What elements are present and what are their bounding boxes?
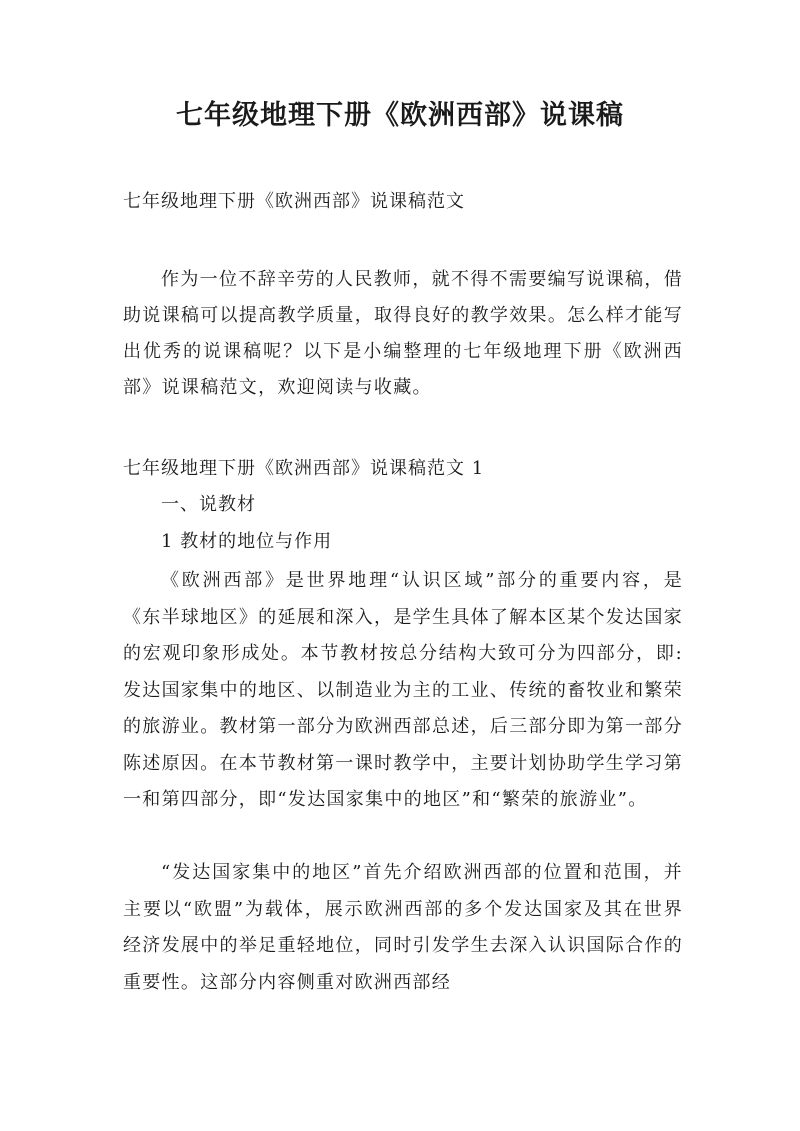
part-heading: 一、说教材 (161, 494, 256, 515)
item-heading: 1 教材的地位与作用 (161, 531, 333, 552)
section-heading: 七年级地理下册《欧洲西部》说课稿范文 1 (123, 458, 485, 479)
body-paragraph: 《欧洲西部》是世界地理“认识区域”部分的重要内容，是《东半球地区》的延展和深入，是学生具体了解本区某个发达国家的宏观印象形成处。本节教材按总分结构大致可分为四部分，即: 发达国家集中的地区、以制造业为主的工业、传统的畜牧业和繁荣的旅游业。教材第一部分为欧洲西部总述，后三部分即为第一部分陈述原因。在本节教材第一课时教学中，主要计划协助学生学习第一和第四部分，即“发达国家集中的地区”和“繁荣的旅游业”。 (123, 570, 683, 810)
body-paragraph: “发达国家集中的地区”首先介绍欧洲西部的位置和范围，并主要以“欧盟”为载体，展示欧洲西部的多个发达国家及其在世界经济发展中的举足重轻地位，同时引发学生去深入认识国际合作的重要性。这部分内容侧重对欧洲西部经 (123, 862, 683, 993)
intro-paragraph: 作为一位不辞辛劳的人民教师，就不得不需要编写说课稿，借助说课稿可以提高教学质量，取得良好的教学效果。怎么样才能写出优秀的说课稿呢？以下是小编整理的七年级地理下册《欧洲西部》说课稿范文，欢迎阅读与收藏。 (123, 269, 683, 398)
document-subtitle: 七年级地理下册《欧洲西部》说课稿范文 (123, 191, 465, 212)
document-title: 七年级地理下册《欧洲西部》说课稿 (176, 100, 624, 131)
